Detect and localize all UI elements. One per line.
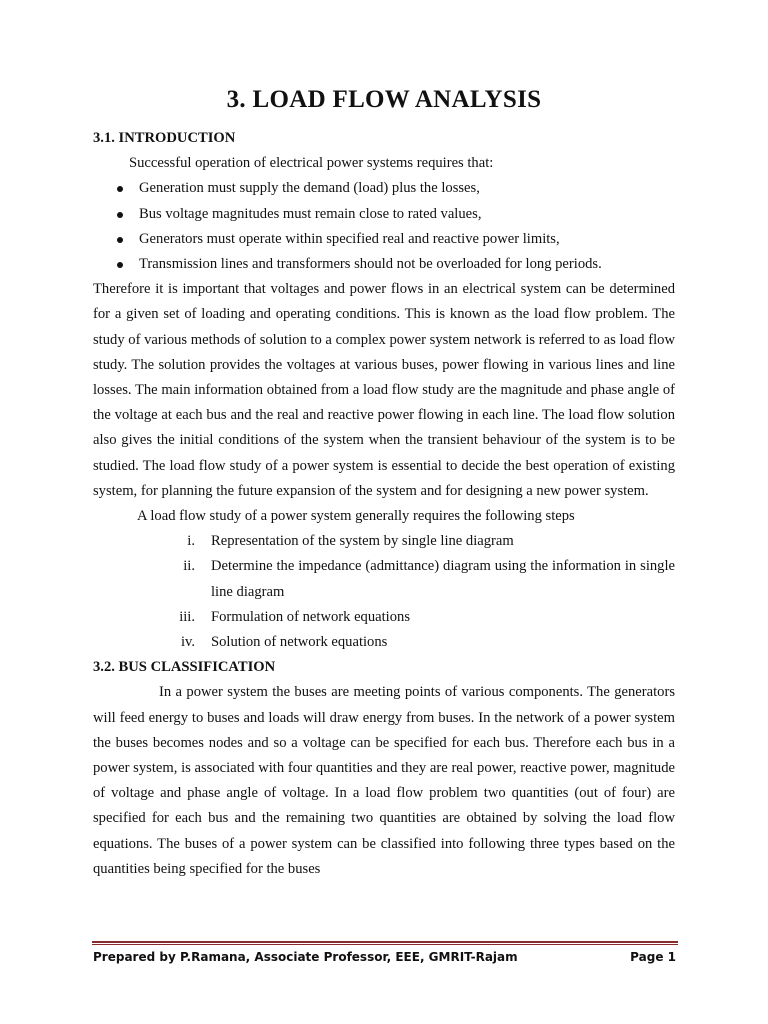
footer-author: Prepared by P.Ramana, Associate Professor, EEE, GMRIT-Rajam — [93, 950, 518, 964]
steps-intro: A load flow study of a power system generally requires the following steps — [137, 508, 575, 525]
intro-sentence: Successful operation of electrical power systems requires that: — [129, 155, 494, 172]
step-number: i. — [187, 533, 195, 550]
step-text: Formulation of network equations — [211, 608, 411, 625]
bullet-icon — [117, 262, 123, 268]
steps-list — [93, 529, 675, 655]
list-item — [93, 227, 675, 252]
list-item-text: Bus voltage magnitudes must remain close to rated values, — [139, 205, 482, 222]
requirements-list — [93, 176, 675, 277]
list-item — [93, 252, 675, 277]
page-title: 3. LOAD FLOW ANALYSIS — [226, 86, 542, 113]
bus-classification-paragraph: In a power system the buses are meeting points of various components. The generators will feed energy to buses and loads will draw energy from buses. In the network of a power system the buses becomes nodes and so a voltage can be specified for each bus. Therefore each bus in a power system, is associated with four quantities and they are real power, reactive power, magnitude of voltage and phase angle of voltage. In a load flow problem two quantities (out of four) are specified for each bus and the remaining two quantities are obtained by solving the load flow equations. The buses of a power system can be classified into following three types based on the quantities being specified for the buses — [93, 684, 675, 877]
step-number: ii. — [183, 558, 195, 575]
bullet-icon — [117, 186, 123, 192]
page-number: Page 1 — [630, 950, 676, 964]
footer-rule — [92, 944, 678, 945]
bullet-icon — [117, 212, 123, 218]
bullet-icon — [117, 237, 123, 243]
section-heading-introduction: 3.1. INTRODUCTION — [93, 130, 236, 146]
footer-rule — [92, 941, 678, 943]
list-item-text: Generation must supply the demand (load) plus the losses, — [139, 180, 480, 197]
introduction-paragraph: Therefore it is important that voltages and power flows in an electrical system can be determined for a given set of loading and operating conditions. This is known as the load flow problem. The study of various methods of solution to a complex power system network is referred to as load flow study. The solution provides the voltages at various buses, power flowing in various lines and line losses. The main information obtained from a load flow study are the magnitude and phase angle of the voltage at each bus and the real and reactive power flowing in each line. The load flow solution also gives the initial conditions of the system when the transient behaviour of the system is to be studied. The load flow study of a power system is essential to decide the best operation of existing system, for planning the future expansion of the system and for designing a new power system. — [93, 281, 675, 499]
step-text: Determine the impedance (admittance) diagram using the information in single line diagram — [211, 558, 675, 600]
list-item — [93, 630, 675, 655]
content-body — [93, 126, 675, 882]
list-item — [93, 605, 675, 630]
list-item — [93, 202, 675, 227]
step-text: Solution of network equations — [211, 634, 388, 651]
section-heading-bus-classification: 3.2. BUS CLASSIFICATION — [93, 659, 276, 676]
step-number: iv. — [180, 634, 195, 651]
list-item — [93, 529, 675, 554]
list-item — [93, 176, 675, 201]
step-number: iii. — [179, 608, 195, 625]
step-text: Representation of the system by single line diagram — [211, 533, 514, 550]
page-footer — [93, 947, 676, 967]
list-item-text: Transmission lines and transformers should not be overloaded for long periods. — [139, 256, 602, 273]
list-item-text: Generators must operate within specified real and reactive power limits, — [139, 230, 560, 247]
list-item — [93, 554, 675, 604]
